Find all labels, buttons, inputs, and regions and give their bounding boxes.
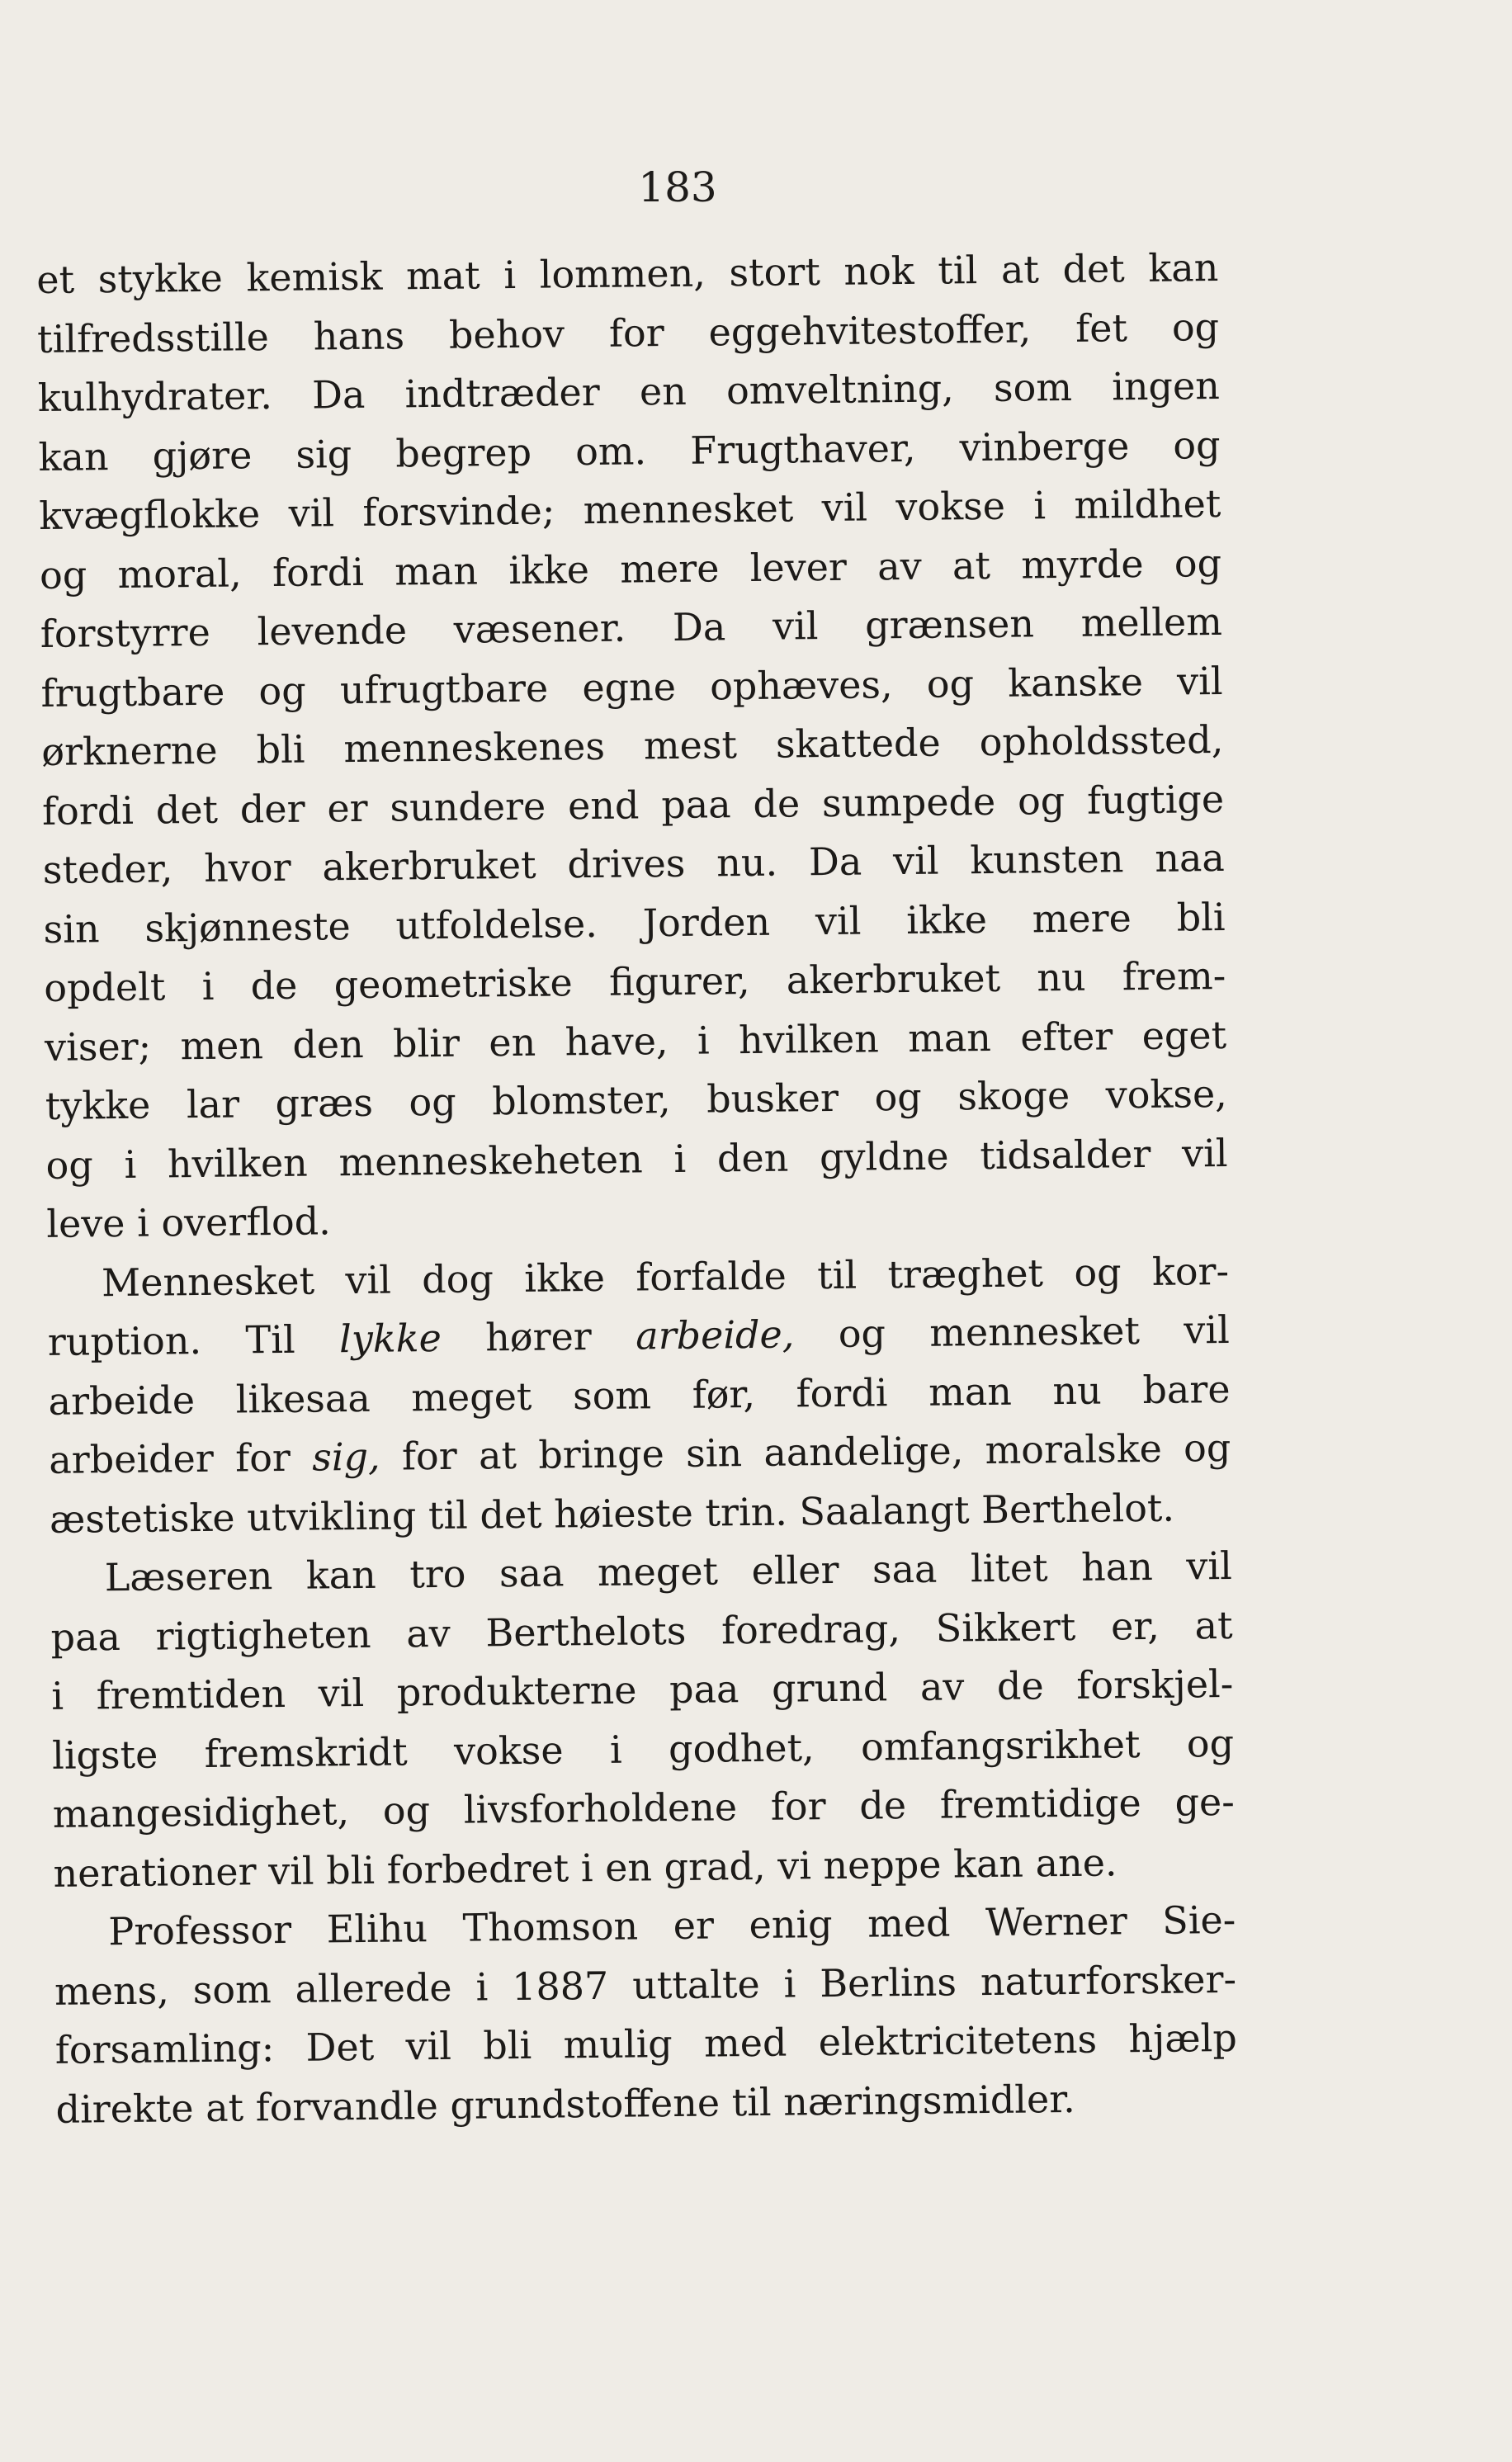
text-line: kvægflokke vil forsvinde; mennesket vil vokse i mildhet — [39, 480, 1221, 538]
italic-word: sig, — [311, 1434, 380, 1480]
text-line: æstetiske utvikling til det høieste trin. Saalangt Berthelot. — [49, 1485, 1175, 1542]
text-line: ligste fremskridt vokse i godhet, omfangsrikhet og — [51, 1720, 1235, 1778]
text-run: for at bringe sin aandelige, moralske og — [380, 1425, 1231, 1479]
text-line: frugtbare og ufrugtbare egne ophæves, og kanske vil — [40, 658, 1223, 716]
italic-word: arbeide, — [635, 1311, 795, 1359]
italic-word: lykke — [338, 1315, 442, 1362]
text-line: forstyrre levende væsener. Da vil grænsen mellem — [40, 598, 1223, 656]
text-line: steder, hvor akerbruket drives nu. Da vil kunsten naa — [42, 834, 1226, 892]
text-line: fordi det der er sundere end paa de sumpede og fugtige — [41, 776, 1225, 834]
text-line: og moral, fordi man ikke mere lever av at myrde og — [39, 540, 1222, 598]
text-run: ruption. Til — [47, 1316, 340, 1364]
page-number: 183 — [638, 163, 717, 211]
text-run: og mennesket vil — [794, 1307, 1231, 1357]
text-line: mangesidighet, og livsforholdene for de fremtidige ge- — [52, 1779, 1236, 1836]
text-line: i fremtiden vil produkterne paa grund av de forskjel- — [51, 1661, 1234, 1718]
text-line: og i hvilken menneskeheten i den gyldne tidsalder vil — [45, 1130, 1228, 1188]
text-line: nerationer vil bli forbedret i en grad, vi neppe kan ane. — [53, 1839, 1117, 1896]
paragraph-first-line: Professor Elihu Thomson er enig med Werner Sie- — [108, 1897, 1236, 1954]
text-line: direkte at forvandle grundstoffene til næringsmidler. — [55, 2076, 1075, 2132]
text-line: ørknerne bli menneskenes mest skattede opholdssted, — [41, 716, 1224, 774]
body-text — [36, 239, 1238, 2139]
text-line: arbeide likesaa meget som før, fordi man nu bare — [48, 1366, 1231, 1424]
text-line: kan gjøre sig begrep om. Frugthaver, vinberge og — [38, 422, 1221, 480]
text-line: viser; men den blir en have, i hvilken man efter eget — [44, 1012, 1227, 1070]
text-run: arbeider for — [49, 1434, 313, 1482]
text-line: sin skjønneste utfoldelse. Jorden vil ikke mere bli — [43, 894, 1226, 952]
text-line: kulhydrater. Da indtræder en omveltning, som ingen — [37, 362, 1221, 420]
paragraph-first-line: Læseren kan tro saa meget eller saa litet han vil — [104, 1543, 1233, 1600]
text-line: leve i overflod. — [46, 1198, 332, 1246]
paragraph-first-line: Mennesket vil dog ikke forfalde til træghet og kor- — [101, 1248, 1230, 1305]
text-line: forsamling: Det vil bli mulig med elektricitetens hjælp — [54, 2015, 1238, 2072]
text-line: et stykke kemisk mat i lommen, stort nok til at det kan — [36, 245, 1219, 302]
text-line: mens, som allerede i 1887 uttalte i Berlins naturforsker- — [54, 1956, 1237, 2014]
text-line: paa rigtigheten av Berthelots foredrag, Sikkert er, at — [50, 1602, 1233, 1660]
text-run: hører — [441, 1313, 636, 1360]
text-line: tykke lar græs og blomster, busker og skoge vokse, — [45, 1070, 1228, 1128]
text-line: opdelt i de geometriske figurer, akerbruket nu frem- — [44, 952, 1226, 1010]
text-line: tilfredsstille hans behov for eggehvitestoffer, fet og — [36, 304, 1220, 362]
